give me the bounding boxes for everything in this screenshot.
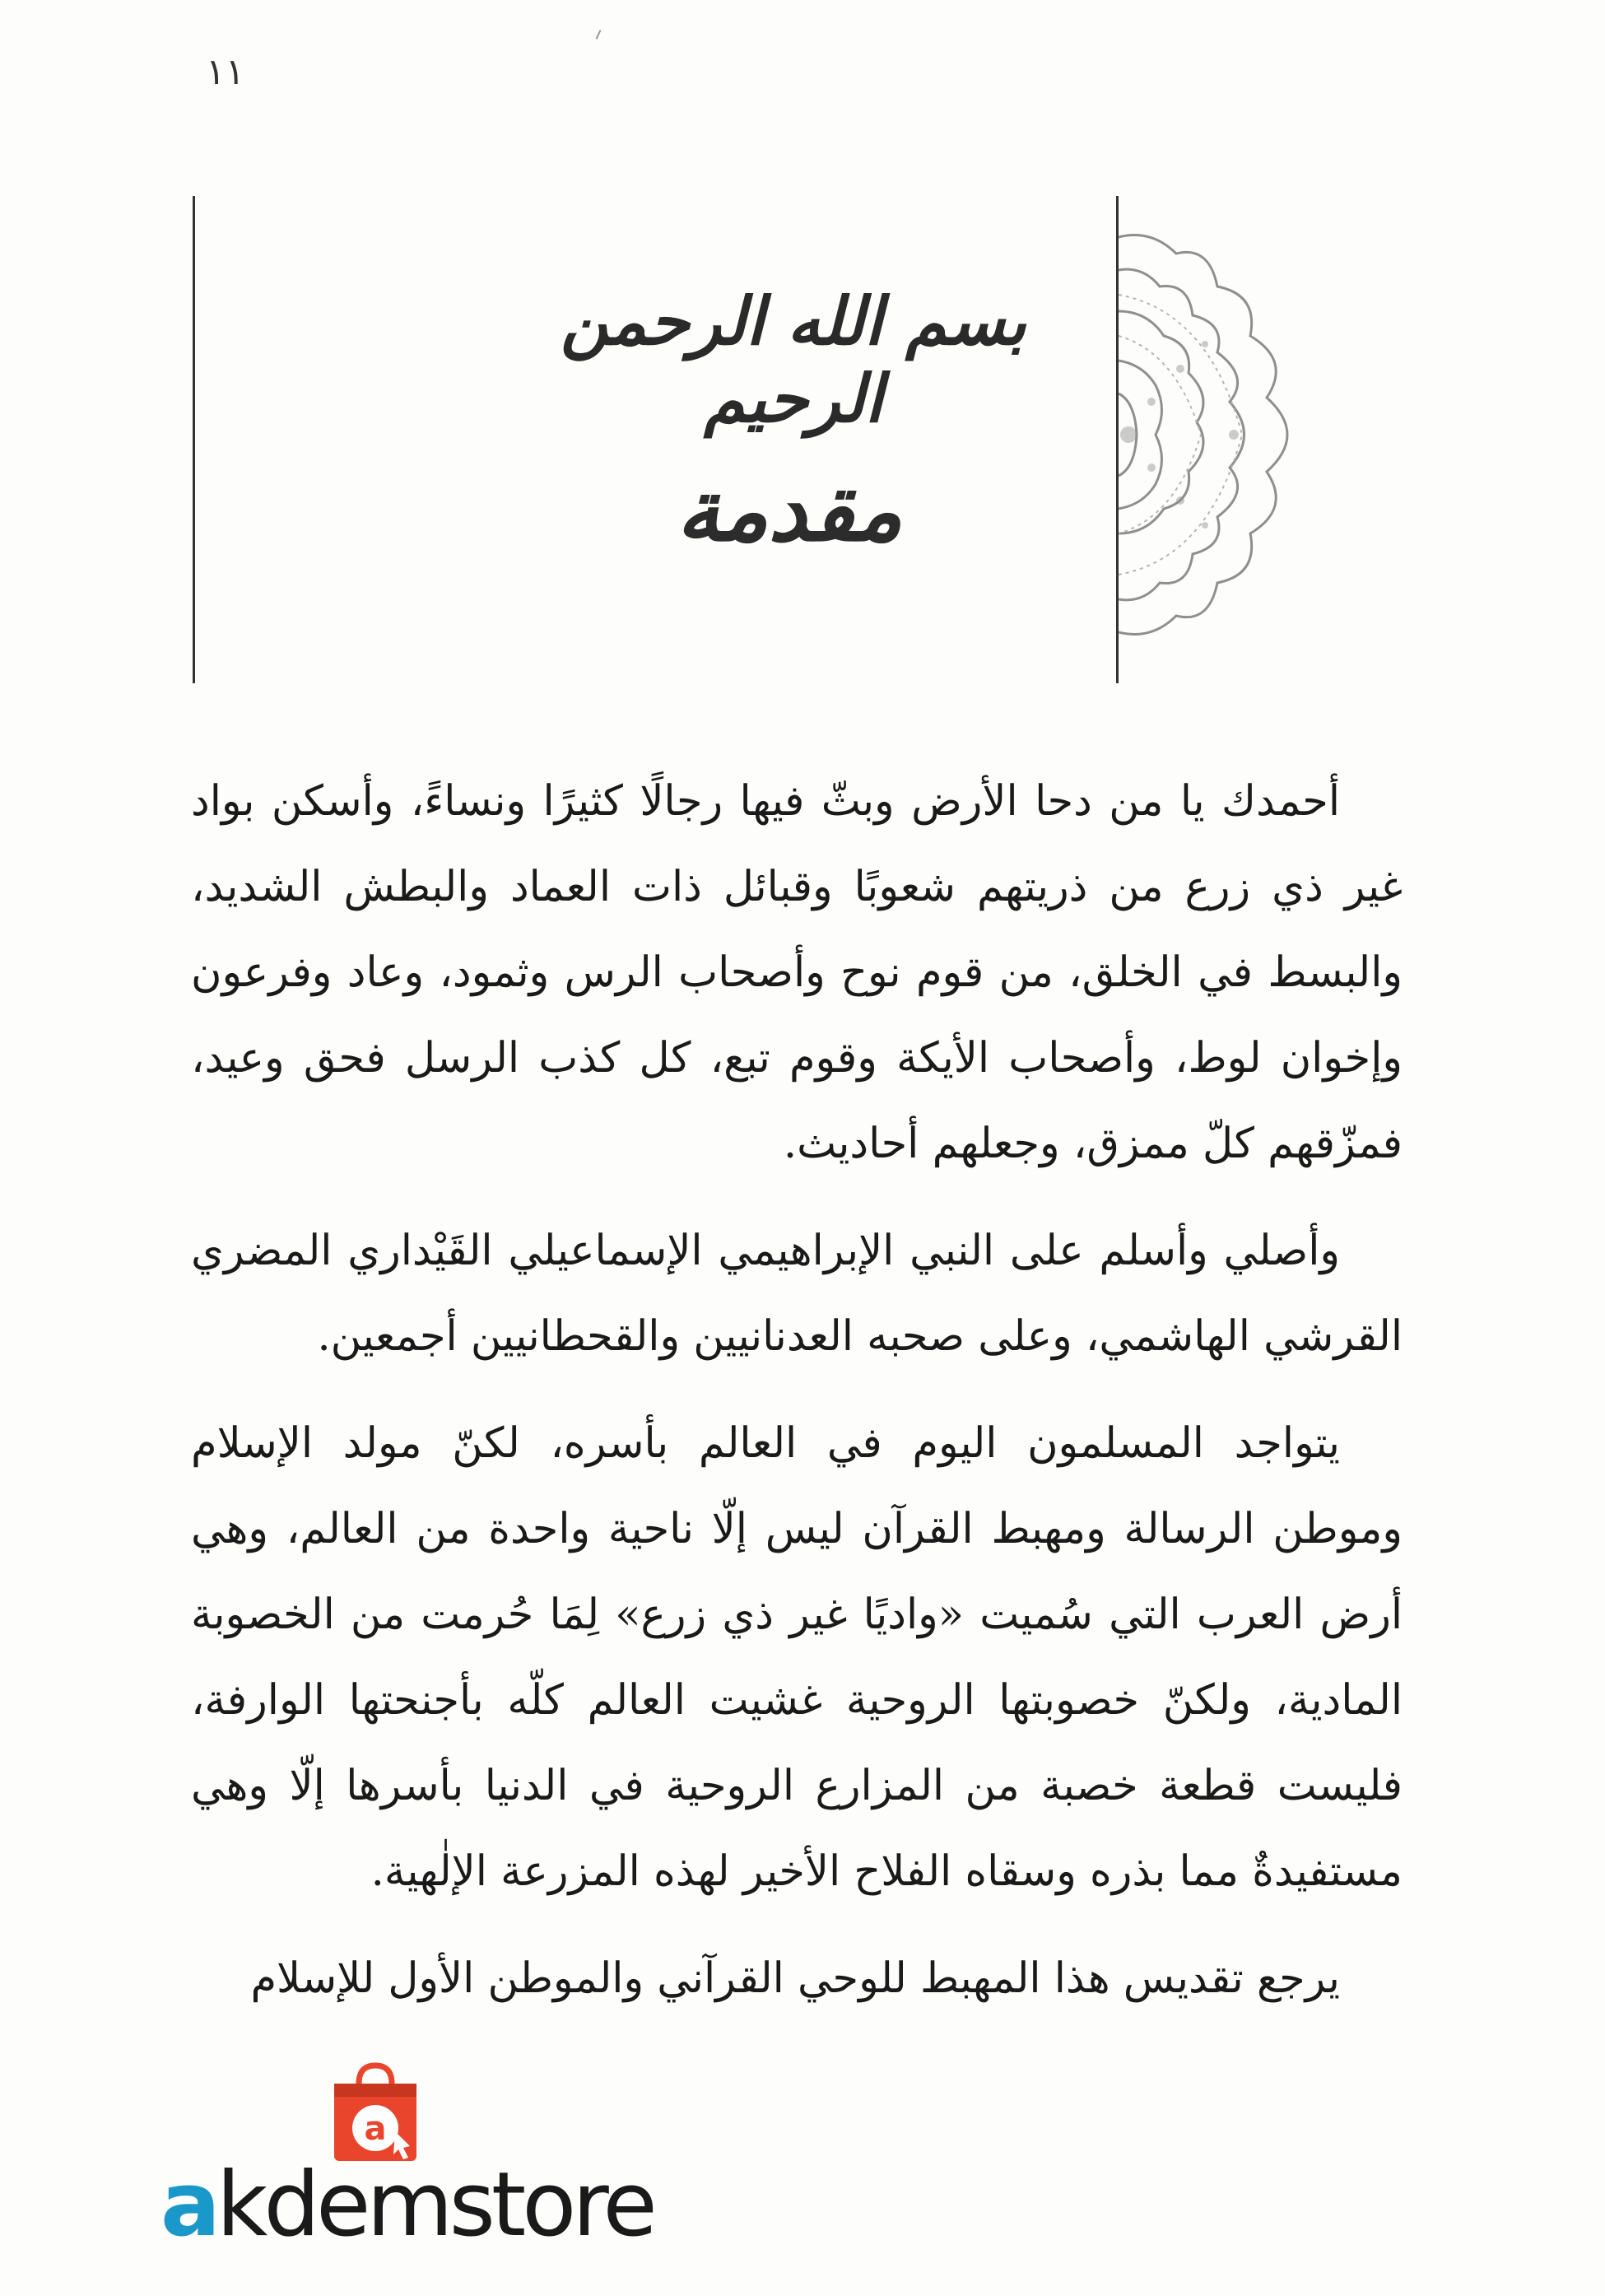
body-text xyxy=(191,759,1403,2043)
paragraph-1: أحمدك يا من دحا الأرض وبثّ فيها رجالًا كثيرًا ونساءً، وأسكن بواد غير ذي زرع من ذريتهم شعوبًا وقبائل ذات العماد والبطش الشديد، والبسط في الخلق، من قوم نوح وأصحاب الرس وثمود، وعاد وفرعون وإخوان لوط، وأصحاب الأيكة وقوم تبع، كل كذب الرسل فحق وعيد، فمزّقهم كلّ ممزق، وجعلهم أحاديث. xyxy=(191,777,1403,1168)
paragraph-4: يرجع تقديس هذا المهبط للوحي القرآني والموطن الأول للإسلام xyxy=(250,1954,1340,2003)
logo-letter: a xyxy=(364,2110,387,2148)
logo-wordmark xyxy=(160,2154,654,2256)
frame-line-left xyxy=(193,196,195,683)
paragraph-3: يتواجد المسلمون اليوم في العالم بأسره، لكنّ مولد الإسلام وموطن الرسالة ومهبط القرآن ليس إلّا ناحية واحدة من العالم، وهي أرض العرب التي سُميت «واديًا غير ذي زرع» لِمَا حُرمت من الخصوبة المادية، ولكنّ خصوبتها الروحية غشيت العالم كلّه بأجنحتها الوارفة، فليست قطعة خصبة من المزارع الروحية في الدنيا بأسرها إلّا وهي مستفيدةٌ مما بذره وسقاه الفلاح الأخير لهذه المزرعة الإلٰهية. xyxy=(191,1419,1403,1896)
page-number: ١١ xyxy=(206,51,245,93)
gift-bag-a-icon xyxy=(329,2062,421,2164)
paragraph-2: وأصلي وأسلم على النبي الإبراهيمي الإسماعيلي القَيْداري المضري القرشي الهاشمي، وعلى صحبه العدنانيين والقحطانيين أجمعين. xyxy=(191,1227,1403,1361)
logo-a-letter: a xyxy=(160,2154,216,2256)
basmala: بسم الله الرحمن الرحيم xyxy=(561,282,1026,437)
store-watermark-logo xyxy=(160,2062,654,2256)
mandala-ornament-icon xyxy=(1119,221,1514,649)
section-title: مقدمة xyxy=(676,459,903,561)
chapter-header xyxy=(193,196,1180,683)
logo-store-name: kdemstore xyxy=(216,2154,654,2256)
stray-mark xyxy=(596,30,602,40)
